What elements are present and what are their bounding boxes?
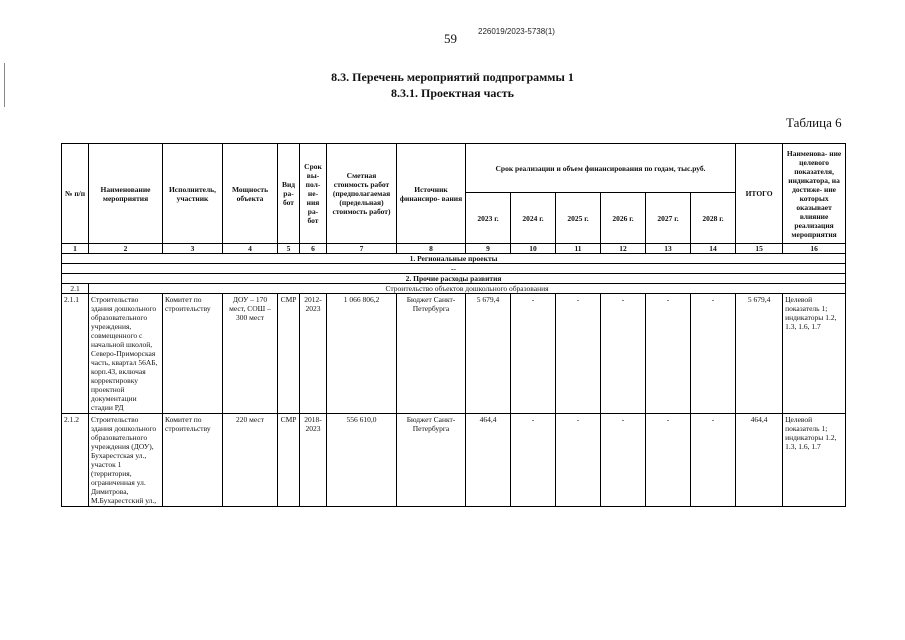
column-number: 10: [511, 244, 556, 254]
section-heading: 1. Региональные проекты: [62, 254, 846, 264]
header-year: 2027 г.: [646, 193, 691, 244]
column-number: 15: [736, 244, 783, 254]
header-executor: Исполнитель, участник: [163, 144, 223, 244]
section-row: [62, 254, 846, 264]
header-estimate: Сметная стоимость работ (предполагаемая (предельная) стоимость работ): [327, 144, 397, 244]
row-estimate: 556 610,0: [327, 414, 397, 507]
header-year: 2024 г.: [511, 193, 556, 244]
column-number-row: [62, 244, 846, 254]
column-number: 7: [327, 244, 397, 254]
column-number: 16: [783, 244, 846, 254]
row-year-value: -: [601, 294, 646, 414]
row-year-value: -: [601, 414, 646, 507]
header-name: Наименование мероприятия: [89, 144, 163, 244]
column-number: 8: [397, 244, 466, 254]
row-number: 2.1.1: [62, 294, 89, 414]
row-capacity: 220 мест: [223, 414, 278, 507]
header-year: 2025 г.: [556, 193, 601, 244]
header-year: 2028 г.: [691, 193, 736, 244]
row-executor: Комитет по строительству: [163, 414, 223, 507]
row-total: 5 679,4: [736, 294, 783, 414]
document-registration-number: 226019/2023-5738(1): [478, 27, 555, 36]
column-number: 11: [556, 244, 601, 254]
section-title: 8.3. Перечень мероприятий подпрограммы 1: [331, 70, 574, 84]
row-name: Строительство здания дошкольного образовательного учреждения, совмещенного с начальной школой, Северо-Приморская часть, квартал 56АБ, корп.43, включая корректировку проектной документации стадии РД: [89, 294, 163, 414]
column-number: 2: [89, 244, 163, 254]
table-row: [62, 294, 846, 414]
column-number: 13: [646, 244, 691, 254]
header-funding-group: Срок реализации и объем финансирования по годам, тыс.руб.: [466, 144, 736, 193]
row-year-value: -: [511, 414, 556, 507]
column-number: 12: [601, 244, 646, 254]
activities-table: [61, 143, 846, 507]
row-work-type: СМР: [278, 294, 300, 414]
subsection-title: 8.3.1. Проектная часть: [391, 86, 514, 100]
page-number: 59: [444, 31, 457, 46]
row-work-type: СМР: [278, 414, 300, 507]
row-source: Бюджет Санкт-Петербурга: [397, 414, 466, 507]
table-header-row: [62, 144, 846, 193]
row-total: 464,4: [736, 414, 783, 507]
column-number: 4: [223, 244, 278, 254]
header-indicator: Наименова- ние целевого показателя, индикатора, на достиже- ние которых оказывает влияние реализация мероприятия: [783, 144, 846, 244]
header-capacity: Мощность объекта: [223, 144, 278, 244]
header-work-type: Вид ра- бот: [278, 144, 300, 244]
row-number: 2.1.2: [62, 414, 89, 507]
header-year: 2026 г.: [601, 193, 646, 244]
header-deadline: Срок вы- пол- не- ния ра- бот: [300, 144, 327, 244]
column-number: 3: [163, 244, 223, 254]
row-year-value: -: [556, 414, 601, 507]
table-caption: Таблица 6: [786, 115, 842, 130]
row-year-value: 464,4: [466, 414, 511, 507]
column-number: 14: [691, 244, 736, 254]
row-year-value: -: [646, 294, 691, 414]
row-indicator: Целевой показатель 1; индикаторы 1.2, 1.3, 1.6, 1.7: [783, 414, 846, 507]
header-source: Источник финансиро- вания: [397, 144, 466, 244]
subsection-row: [62, 284, 846, 294]
row-year-value: 5 679,4: [466, 294, 511, 414]
column-number: 6: [300, 244, 327, 254]
header-year: 2023 г.: [466, 193, 511, 244]
column-number: 9: [466, 244, 511, 254]
subsection-title: Строительство объектов дошкольного образования: [89, 284, 846, 294]
section-row: [62, 264, 846, 274]
row-deadline: 2018-2023: [300, 414, 327, 507]
row-name: Строительство здания дошкольного образовательного учреждения (ДОУ), Бухарестская ул., участок 1 (территория, ограниченная ул. Димитрова, М.Бухарестский ул.,: [89, 414, 163, 507]
header-total: ИТОГО: [736, 144, 783, 244]
subsection-number: 2.1: [62, 284, 89, 294]
table-row: [62, 414, 846, 507]
column-number: 5: [278, 244, 300, 254]
row-source: Бюджет Санкт-Петербурга: [397, 294, 466, 414]
row-year-value: -: [556, 294, 601, 414]
section-placeholder: --: [62, 264, 846, 274]
row-capacity: ДОУ – 170 мест, СОШ – 300 мест: [223, 294, 278, 414]
row-year-value: -: [511, 294, 556, 414]
row-indicator: Целевой показатель 1; индикаторы 1.2, 1.3, 1.6, 1.7: [783, 294, 846, 414]
header-num: № п/п: [62, 144, 89, 244]
column-number: 1: [62, 244, 89, 254]
row-year-value: -: [691, 294, 736, 414]
row-year-value: -: [646, 414, 691, 507]
row-deadline: 2012-2023: [300, 294, 327, 414]
row-year-value: -: [691, 414, 736, 507]
row-estimate: 1 066 806,2: [327, 294, 397, 414]
row-executor: Комитет по строительству: [163, 294, 223, 414]
section-heading: 2. Прочие расходы развития: [62, 274, 846, 284]
section-row: [62, 274, 846, 284]
